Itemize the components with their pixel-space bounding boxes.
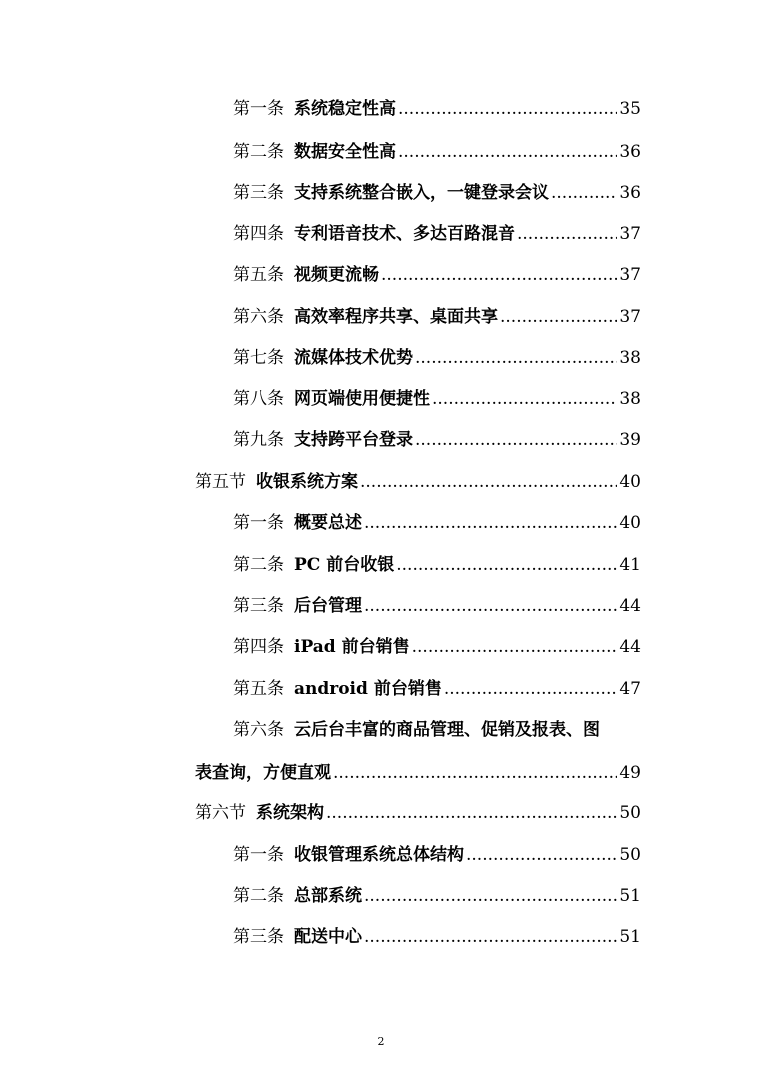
toc-entry-title: android 前台销售 [294, 679, 442, 699]
dot-leader [364, 593, 617, 619]
toc-entry[interactable] [233, 304, 641, 330]
toc-entry-number: 第六条 [233, 307, 284, 327]
dot-leader [415, 427, 617, 453]
toc-entry-number: 第二条 [233, 886, 284, 906]
toc-entry[interactable] [233, 510, 641, 536]
toc-entry-page: 36 [619, 142, 641, 162]
toc-entry-number: 第五条 [233, 679, 284, 699]
dot-leader [326, 800, 617, 826]
toc-entry-page: 37 [619, 265, 641, 285]
toc-entry[interactable] [233, 345, 641, 371]
toc-entry-title: 云后台丰富的商品管理、促销及报表、图 [294, 720, 600, 740]
toc-entry-title: 网页端使用便捷性 [294, 389, 430, 409]
dot-leader [398, 139, 617, 165]
toc-entry-continuation[interactable] [195, 760, 641, 786]
toc-entry[interactable] [233, 676, 641, 702]
toc-entry-number: 第一条 [233, 845, 284, 865]
toc-entry-number: 第三条 [233, 927, 284, 947]
toc-entry-title: 视频更流畅 [294, 265, 379, 285]
toc-entry-page: 38 [619, 348, 641, 368]
toc-entry[interactable] [233, 180, 641, 206]
toc-entry-title: 后台管理 [294, 596, 362, 616]
toc-entry-title: 系统架构 [256, 803, 324, 823]
toc-entry-title: 流媒体技术优势 [294, 348, 413, 368]
toc-entry-title: iPad 前台销售 [294, 637, 410, 657]
toc-entry-page: 50 [619, 845, 641, 865]
dot-leader [444, 676, 618, 702]
toc-entry-number: 第六条 [233, 720, 284, 740]
toc-entry-page: 47 [619, 679, 641, 699]
toc-entry[interactable] [233, 427, 641, 453]
toc-entry-title-continuation: 表查询，方便直观 [195, 763, 331, 783]
toc-entry-page: 37 [619, 307, 641, 327]
toc-entry-page: 44 [619, 596, 641, 616]
toc-entry[interactable] [233, 386, 641, 412]
toc-entry-number: 第三条 [233, 596, 284, 616]
toc-entry-number: 第四条 [233, 637, 284, 657]
toc-entry[interactable] [233, 634, 641, 660]
page-number: 2 [377, 1035, 385, 1048]
toc-entry-number: 第八条 [233, 389, 284, 409]
toc-entry-title: 系统稳定性高 [294, 99, 396, 119]
dot-leader [432, 386, 617, 412]
toc-entry[interactable] [233, 883, 641, 909]
dot-leader [364, 883, 617, 909]
toc-entry-title: 配送中心 [294, 927, 362, 947]
dot-leader [517, 221, 617, 247]
dot-leader [551, 180, 617, 206]
toc-entry-number: 第三条 [233, 183, 284, 203]
toc-entry-number: 第七条 [233, 348, 284, 368]
toc-entry-number: 第五节 [195, 472, 246, 492]
toc-entry[interactable] [233, 139, 641, 165]
toc-entry-title: 总部系统 [294, 886, 362, 906]
dot-leader [415, 345, 617, 371]
toc-entry-page: 35 [619, 99, 641, 119]
toc-entry-number: 第五条 [233, 265, 284, 285]
dot-leader [364, 510, 617, 536]
toc-entry-page: 38 [619, 389, 641, 409]
toc-entry-number: 第二条 [233, 555, 284, 575]
toc-entry-page: 40 [619, 513, 641, 533]
toc-entry-title: 收银管理系统总体结构 [294, 845, 464, 865]
toc-entry-number: 第二条 [233, 142, 284, 162]
toc-entry[interactable] [233, 717, 641, 743]
dot-leader [360, 469, 617, 495]
toc-entry-page: 44 [619, 637, 641, 657]
toc-entry-number: 第六节 [195, 803, 246, 823]
toc-entry-page: 39 [619, 430, 641, 450]
toc-entry-number: 第一条 [233, 513, 284, 533]
toc-entry-page: 41 [619, 555, 641, 575]
toc-entry[interactable] [233, 262, 641, 288]
dot-leader [412, 634, 618, 660]
toc-entry-page: 51 [619, 927, 641, 947]
toc-entry-title: 高效率程序共享、桌面共享 [294, 307, 498, 327]
toc-entry-page: 40 [619, 472, 641, 492]
dot-leader [381, 262, 617, 288]
toc-entry[interactable] [233, 552, 641, 578]
toc-entry-page: 36 [619, 183, 641, 203]
toc-entry-title: 专利语音技术、多达百路混音 [294, 224, 515, 244]
toc-entry-page: 51 [619, 886, 641, 906]
dot-leader [466, 842, 617, 868]
toc-section-entry[interactable] [195, 469, 641, 495]
toc-section-entry[interactable] [195, 800, 641, 826]
toc-entry[interactable] [233, 924, 641, 950]
toc-entry-page: 49 [619, 763, 641, 783]
toc-entry-page: 50 [619, 803, 641, 823]
dot-leader [333, 760, 617, 786]
dot-leader [364, 924, 617, 950]
toc-entry-title: 数据安全性高 [294, 142, 396, 162]
dot-leader [396, 552, 617, 578]
toc-entry[interactable] [233, 593, 641, 619]
toc-entry-page: 37 [619, 224, 641, 244]
toc-entry-title: 收银系统方案 [256, 472, 358, 492]
toc-entry[interactable] [233, 221, 641, 247]
toc-entry-title: PC 前台收银 [294, 555, 395, 575]
toc-entry-number: 第九条 [233, 430, 284, 450]
toc-entry-number: 第四条 [233, 224, 284, 244]
toc-entry-title: 概要总述 [294, 513, 362, 533]
dot-leader [398, 96, 617, 122]
toc-entry[interactable] [233, 842, 641, 868]
toc-entry-title: 支持跨平台登录 [294, 430, 413, 450]
toc-entry-number: 第一条 [233, 99, 284, 119]
toc-entry-title: 支持系统整合嵌入，一键登录会议 [294, 183, 549, 203]
toc-entry[interactable] [233, 96, 641, 122]
dot-leader [500, 304, 617, 330]
